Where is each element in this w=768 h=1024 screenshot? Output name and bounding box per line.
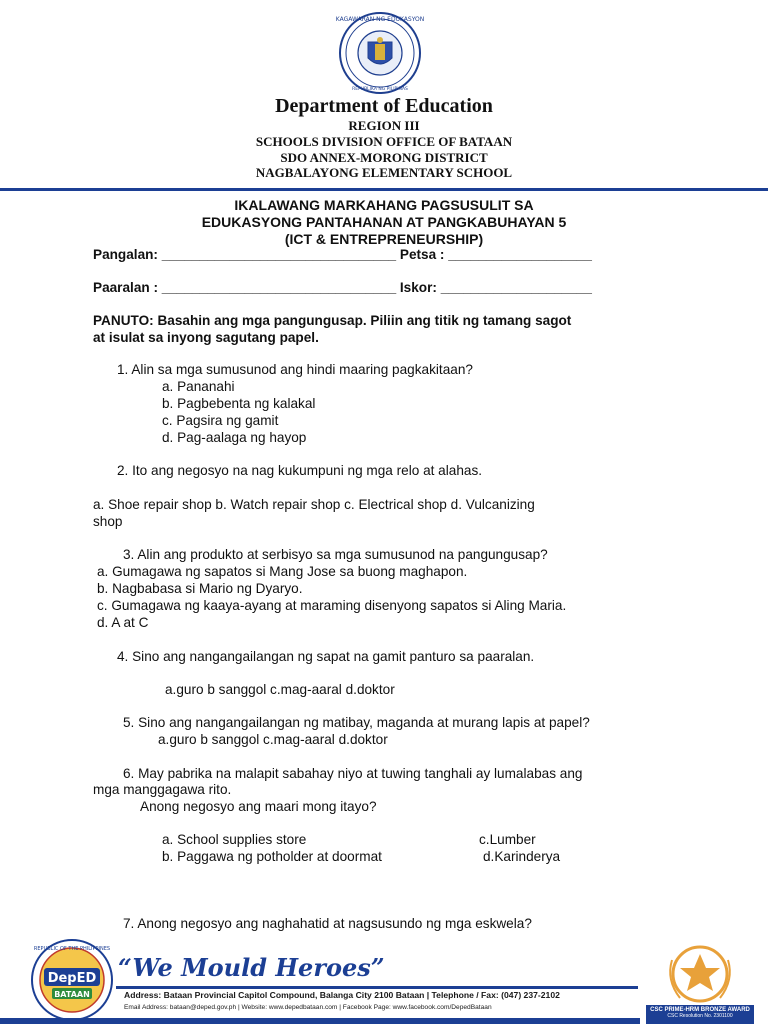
exam-title-2: EDUKASYONG PANTAHANAN AT PANGKABUHAYAN 5	[201, 214, 567, 230]
footer-rule	[116, 986, 638, 989]
division-line: SCHOOLS DIVISION OFFICE OF BATAAN	[255, 134, 513, 149]
question-5: 5. Sino ang nangangailangan ng matibay, maganda at murang lapis at papel?	[123, 715, 590, 730]
exam-title-3: (ICT & ENTREPRENEURSHIP)	[284, 231, 484, 247]
footer-band	[0, 1018, 640, 1024]
q1-choice-a: a. Pananahi	[162, 379, 235, 394]
award-emblem	[662, 940, 738, 1008]
question-4: 4. Sino ang nangangailangan ng sapat na gamit panturo sa paaralan.	[117, 649, 535, 664]
q5-choices: a.guro b sanggol c.mag-aaral d.doktor	[158, 732, 388, 747]
school-score-field[interactable]: Paaralan : _______________________________ Iskor: ____________________	[93, 280, 592, 295]
question-6-line-3: Anong negosyo ang maari mong itayo?	[140, 799, 377, 814]
seal-ring-text-top: KAGAWARAN NG EDUKASYON	[335, 16, 425, 23]
question-6-line-1: 6. May pabrika na malapit sabahay niyo at tuwing tanghali ay lumalabas ang	[123, 766, 583, 781]
region-line: REGION III	[348, 118, 420, 133]
q2-choices: a. Shoe repair shop b. Watch repair shop c. Electrical shop d. Vulcanizing	[93, 497, 535, 512]
q6-choice-a: a. School supplies store	[162, 832, 307, 847]
question-2: 2. Ito ang negosyo na nag kukumpuni ng mga relo at alahas.	[117, 463, 483, 478]
directions-line-2: at isulat sa inyong sagutang papel.	[93, 330, 319, 345]
q3-choice-b: b. Nagbabasa si Mario ng Dyaryo.	[97, 581, 303, 596]
question-3: 3. Alin ang produkto at serbisyo sa mga sumusunod na pangungusap?	[123, 547, 548, 562]
q1-choice-b: b. Pagbebenta ng kalakal	[162, 396, 316, 411]
deped-seal	[328, 10, 432, 96]
q6-choice-d: d.Karinderya	[483, 849, 561, 864]
question-6-line-2: mga manggagawa rito.	[93, 782, 232, 797]
motto: “We Mould Heroes”	[118, 953, 385, 982]
footer-address	[124, 990, 560, 1000]
resolution-text: CSC Resolution No. 2301100	[667, 1013, 733, 1019]
q3-choice-d: d. A at C	[97, 615, 149, 630]
header-divider	[0, 188, 768, 191]
award-banner	[646, 1005, 754, 1024]
logo-sub-text: BATAAN	[54, 990, 90, 999]
seal-ring-text-bottom: REPUBLIKA NG PILIPINAS	[352, 87, 408, 92]
q6-choice-c: c.Lumber	[479, 832, 536, 847]
exam-title-1: IKALAWANG MARKAHANG PAGSUSULIT SA	[234, 197, 534, 213]
q1-choice-c: c. Pagsira ng gamit	[162, 413, 279, 428]
deped-bataan-logo	[30, 938, 114, 1022]
district-line: SDO ANNEX-MORONG DISTRICT	[280, 150, 488, 165]
question-1: 1. Alin sa mga sumusunod ang hindi maaring pagkakitaan?	[117, 362, 473, 377]
footer-contacts: Email Address: bataan@deped.gov.ph | Website: www.depedbataan.com | Facebook Page: www.facebook.com/DepedBataan	[124, 1004, 492, 1011]
q3-choice-c: c. Gumagawa ng kaaya-ayang at maraming disenyong sapatos si Aling Maria.	[97, 598, 567, 613]
q3-choice-a: a. Gumagawa ng sapatos si Mang Jose sa buong maghapon.	[97, 564, 468, 579]
directions-line-1: PANUTO: Basahin ang mga pangungusap. Piliin ang titik ng tamang sagot	[93, 313, 572, 328]
q6-choice-b: b. Paggawa ng potholder at doormat	[162, 849, 382, 864]
agency-title: Department of Education	[275, 95, 493, 117]
q1-choice-d: d. Pag-aalaga ng hayop	[162, 430, 307, 445]
school-line: NAGBALAYONG ELEMENTARY SCHOOL	[255, 165, 513, 180]
q4-choices: a.guro b sanggol c.mag-aaral d.doktor	[165, 682, 395, 697]
logo-brand-text: DepED	[47, 971, 97, 986]
q2-choices-cont: shop	[93, 514, 123, 529]
address-text: Bataan Provincial Capitol Compound, Balanga City 2100 Bataan | Telephone / Fax: (047) 237-2102	[163, 990, 560, 1000]
question-7: 7. Anong negosyo ang naghahatid at nagsusundo ng mga eskwela?	[123, 916, 532, 931]
name-date-field[interactable]: Pangalan: _______________________________ Petsa : ___________________	[93, 247, 592, 262]
logo-ring-text: REPUBLIC OF THE PHILIPPINES	[33, 946, 111, 952]
address-label: Address:	[124, 990, 162, 1000]
award-text: CSC PRIME-HRM BRONZE AWARD	[650, 1007, 750, 1013]
